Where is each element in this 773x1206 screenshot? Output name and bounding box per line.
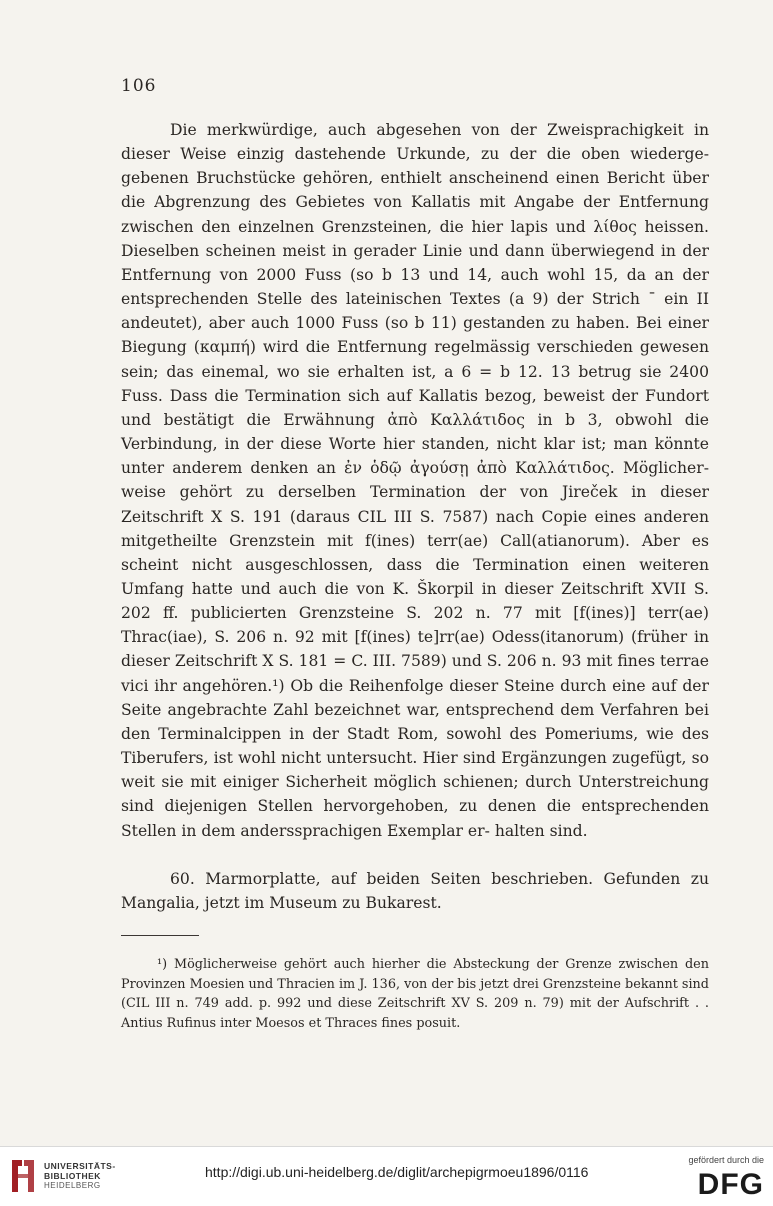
institution-line-3: HEIDELBERG xyxy=(44,1181,101,1190)
footnotes xyxy=(121,955,709,1033)
dfg-logo: DFG xyxy=(697,1168,764,1201)
university-library-name xyxy=(44,1161,116,1191)
page-number: 106 xyxy=(121,76,157,96)
permalink-url[interactable]: http://digi.ub.uni-heidelberg.de/diglit/archepigrmoeu1896/0116 xyxy=(205,1164,589,1180)
footer-bar xyxy=(0,1146,773,1206)
main-text xyxy=(121,118,709,915)
university-library-logo-icon xyxy=(8,1156,38,1196)
institution-line-2: BIBLIOTHEK xyxy=(44,1171,101,1181)
paragraph-main: Die merkwürdige, auch abgesehen von der Zweisprachigkeit in dieser Weise einzig dastehende Urkunde, zu der die oben wiederge- gebenen Bruchstücke gehören, enthielt anscheinend einen Bericht über die Abgrenzung des Gebietes von Kallatis mit Angabe der Entfernung zwischen den einzelnen Grenzsteinen, die hier lapis und λίθος heissen. Dieselben scheinen meist in gerader Linie und dann überwiegend in der Entfernung von 2000 Fuss (so b 13 und 14, auch wohl 15, da an der entsprechenden Stelle des lateinischen Textes (a 9) der Strich ¯ ein II andeutet), aber auch 1000 Fuss (so b 11) gestanden zu haben. Bei einer Biegung (καμπή) wird die Entfernung regelmässig verschieden gewesen sein; das einemal, wo sie erhalten ist, a 6 = b 12. 13 betrug sie 2400 Fuss. Dass die Termination sich auf Kallatis bezog, beweist der Fundort und bestätigt die Erwähnung ἀπὸ Καλλάτιδος in b 3, obwohl die Verbindung, in der diese Worte hier standen, nicht klar ist; man könnte unter anderem denken an ἐν ὁδῷ ἀγούσῃ ἀπὸ Καλλάτιδος. Möglicher- weise gehört zu derselben Termination der von Jireček in dieser Zeitschrift X S. 191 (daraus CIL III S. 7587) nach Copie eines anderen mitgetheilte Grenzstein mit f(ines) terr(ae) Call(atianorum). Aber es scheint nicht ausgeschlossen, dass die Termination einen weiteren Umfang hatte und auch die von K. Škorpil in dieser Zeitschrift XVII S. 202 ff. publicierten Grenzsteine S. 202 n. 77 mit [f(ines)] terr(ae) Thrac(iae), S. 206 n. 92 mit [f(ines) te]rr(ae) Odess(itanorum) (früher in dieser Zeitschrift X S. 181 = C. III. 7589) und S. 206 n. 93 mit fines terrae vici ihr angehören.¹) Ob die Reihenfolge dieser Steine durch eine auf der Seite angebrachte Zahl bezeichnet war, entsprechend dem Verfahren bei den Terminalcippen in der Stadt Rom, sowohl des Pomeriums, wie des Tiberufers, ist wohl nicht untersucht. Hier sind Ergänzungen zugefügt, so weit sie mit einiger Sicherheit möglich schienen; durch Unterstreichung sind diejenigen Stellen hervorgehoben, zu denen die entsprechenden Stellen in dem anderssprachigen Exemplar er- halten sind. xyxy=(121,121,709,840)
footnote-1: ¹) Möglicherweise gehört auch hierher die Absteckung der Grenze zwischen den Provinzen Moesien und Thracien im J. 136, von der bis jetzt drei Grenzsteine bekannt sind (CIL III n. 749 add. p. 992 und diese Zeitschrift XV S. 209 n. 79) mit der Aufschrift . . Antius Rufinus inter Moesos et Thraces fines posuit. xyxy=(121,957,709,1031)
paragraph-item-60: 60. Marmorplatte, auf beiden Seiten beschrieben. Gefunden zu Mangalia, jetzt im Museum zu Bukarest. xyxy=(121,869,709,912)
footnote-divider xyxy=(121,935,199,936)
sponsor-label: gefördert durch die xyxy=(688,1155,764,1165)
institution-line-1: UNIVERSITÄTS- xyxy=(44,1161,116,1171)
